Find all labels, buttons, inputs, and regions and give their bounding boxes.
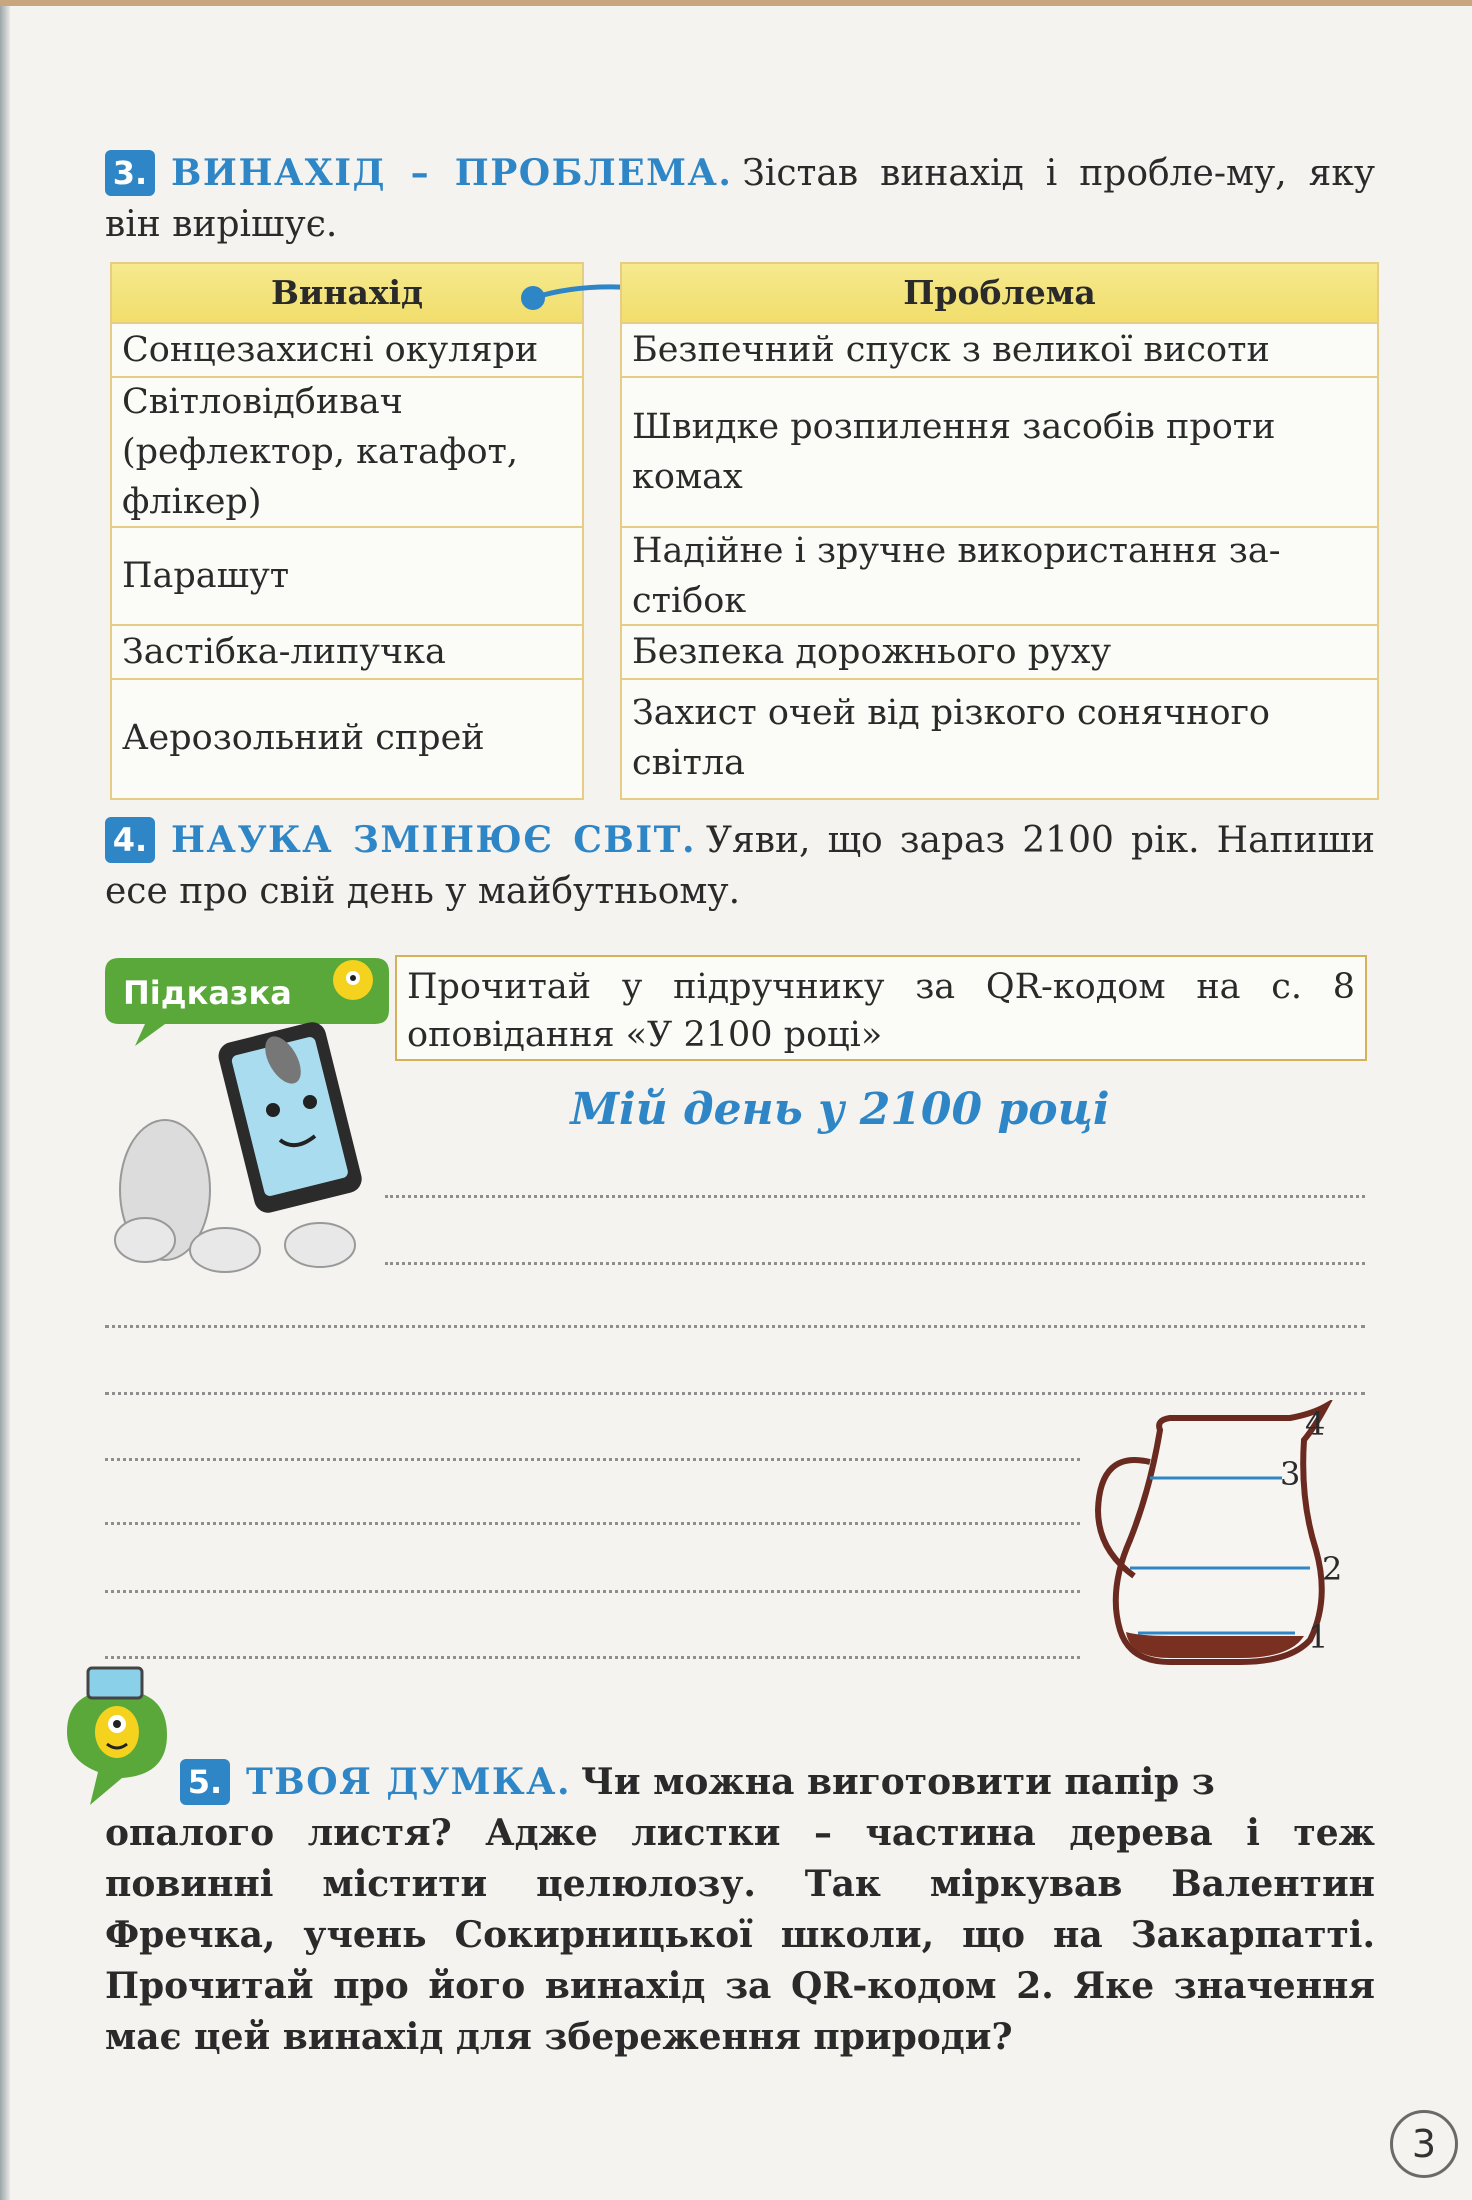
page-top-edge bbox=[0, 0, 1472, 6]
writing-line[interactable] bbox=[105, 1392, 1365, 1395]
thinking-mascot-icon bbox=[62, 1660, 172, 1810]
task5-text-first: Чи можна виготовити папір з bbox=[581, 1761, 1215, 1803]
task3-title: ВИНАХІД – ПРОБЛЕМА. bbox=[171, 152, 733, 194]
invention-cell: Аерозольний спрей bbox=[112, 678, 582, 796]
task5-number: 5. bbox=[180, 1759, 230, 1805]
inventions-table bbox=[110, 262, 584, 800]
task4-heading bbox=[105, 815, 1375, 917]
jug-level-label: 3 bbox=[1280, 1455, 1301, 1493]
problems-header: Проблема bbox=[622, 264, 1377, 322]
writing-line[interactable] bbox=[105, 1458, 1080, 1461]
task4-text: Уяви, що зараз 2100 рік. Напиши есе про свій день у майбутньому. bbox=[105, 820, 1375, 912]
task3-text: Зістав винахід і пробле-му, яку він вирішує. bbox=[105, 153, 1376, 245]
robot-dog-icon bbox=[105, 1020, 375, 1280]
jug-level-label: 2 bbox=[1322, 1550, 1343, 1588]
invention-cell: Світловідбивач (рефлектор, катафот, флікер) bbox=[112, 376, 582, 526]
problem-cell: Надійне і зручне використання за-стібок bbox=[622, 526, 1377, 624]
problem-cell: Захист очей від різкого сонячного світла bbox=[622, 678, 1377, 796]
invention-cell: Сонцезахисні окуляри bbox=[112, 322, 582, 376]
task5-body: опалого листя? Адже листки – частина дерева і теж повинні містити целюлозу. Так міркував Валентин Фречка, учень Сокирницької школи, що на Закарпатті. Прочитай про його винахід за QR-кодом 2. Яке значення має цей винахід для збереження природи? bbox=[105, 1812, 1375, 2058]
problems-table bbox=[620, 262, 1379, 800]
problem-cell: Безпека дорожнього руху bbox=[622, 624, 1377, 678]
page-number: 3 bbox=[1390, 2110, 1458, 2178]
task3-heading bbox=[105, 148, 1375, 250]
hint-label: Підказка bbox=[123, 974, 292, 1012]
problem-cell: Швидке розпилення засобів проти комах bbox=[622, 376, 1377, 526]
writing-line[interactable] bbox=[385, 1262, 1365, 1265]
invention-cell: Парашут bbox=[112, 526, 582, 624]
writing-line[interactable] bbox=[105, 1590, 1080, 1593]
writing-line[interactable] bbox=[105, 1522, 1080, 1525]
task3-number: 3. bbox=[105, 150, 155, 196]
writing-line[interactable] bbox=[385, 1195, 1365, 1198]
task4-title: НАУКА ЗМІНЮЄ СВІТ. bbox=[171, 819, 696, 861]
jug-level-label: 4 bbox=[1305, 1405, 1326, 1443]
task5-heading bbox=[180, 1757, 1375, 1808]
writing-line[interactable] bbox=[105, 1325, 1365, 1328]
jug-level-label: 1 bbox=[1308, 1618, 1329, 1656]
hint-text: Прочитай у підручнику за QR-кодом на с. 8 оповідання «У 2100 році» bbox=[395, 955, 1367, 1061]
essay-title: Мій день у 2100 році bbox=[570, 1084, 1110, 1135]
invention-cell: Застібка-липучка bbox=[112, 624, 582, 678]
inventions-header: Винахід bbox=[112, 264, 582, 322]
task5-title: ТВОЯ ДУМКА. bbox=[246, 1761, 572, 1803]
problem-cell: Безпечний спуск з великої висоти bbox=[622, 322, 1377, 376]
task4-number: 4. bbox=[105, 817, 155, 863]
writing-line[interactable] bbox=[105, 1656, 1080, 1659]
jug-icon bbox=[1090, 1400, 1343, 1680]
